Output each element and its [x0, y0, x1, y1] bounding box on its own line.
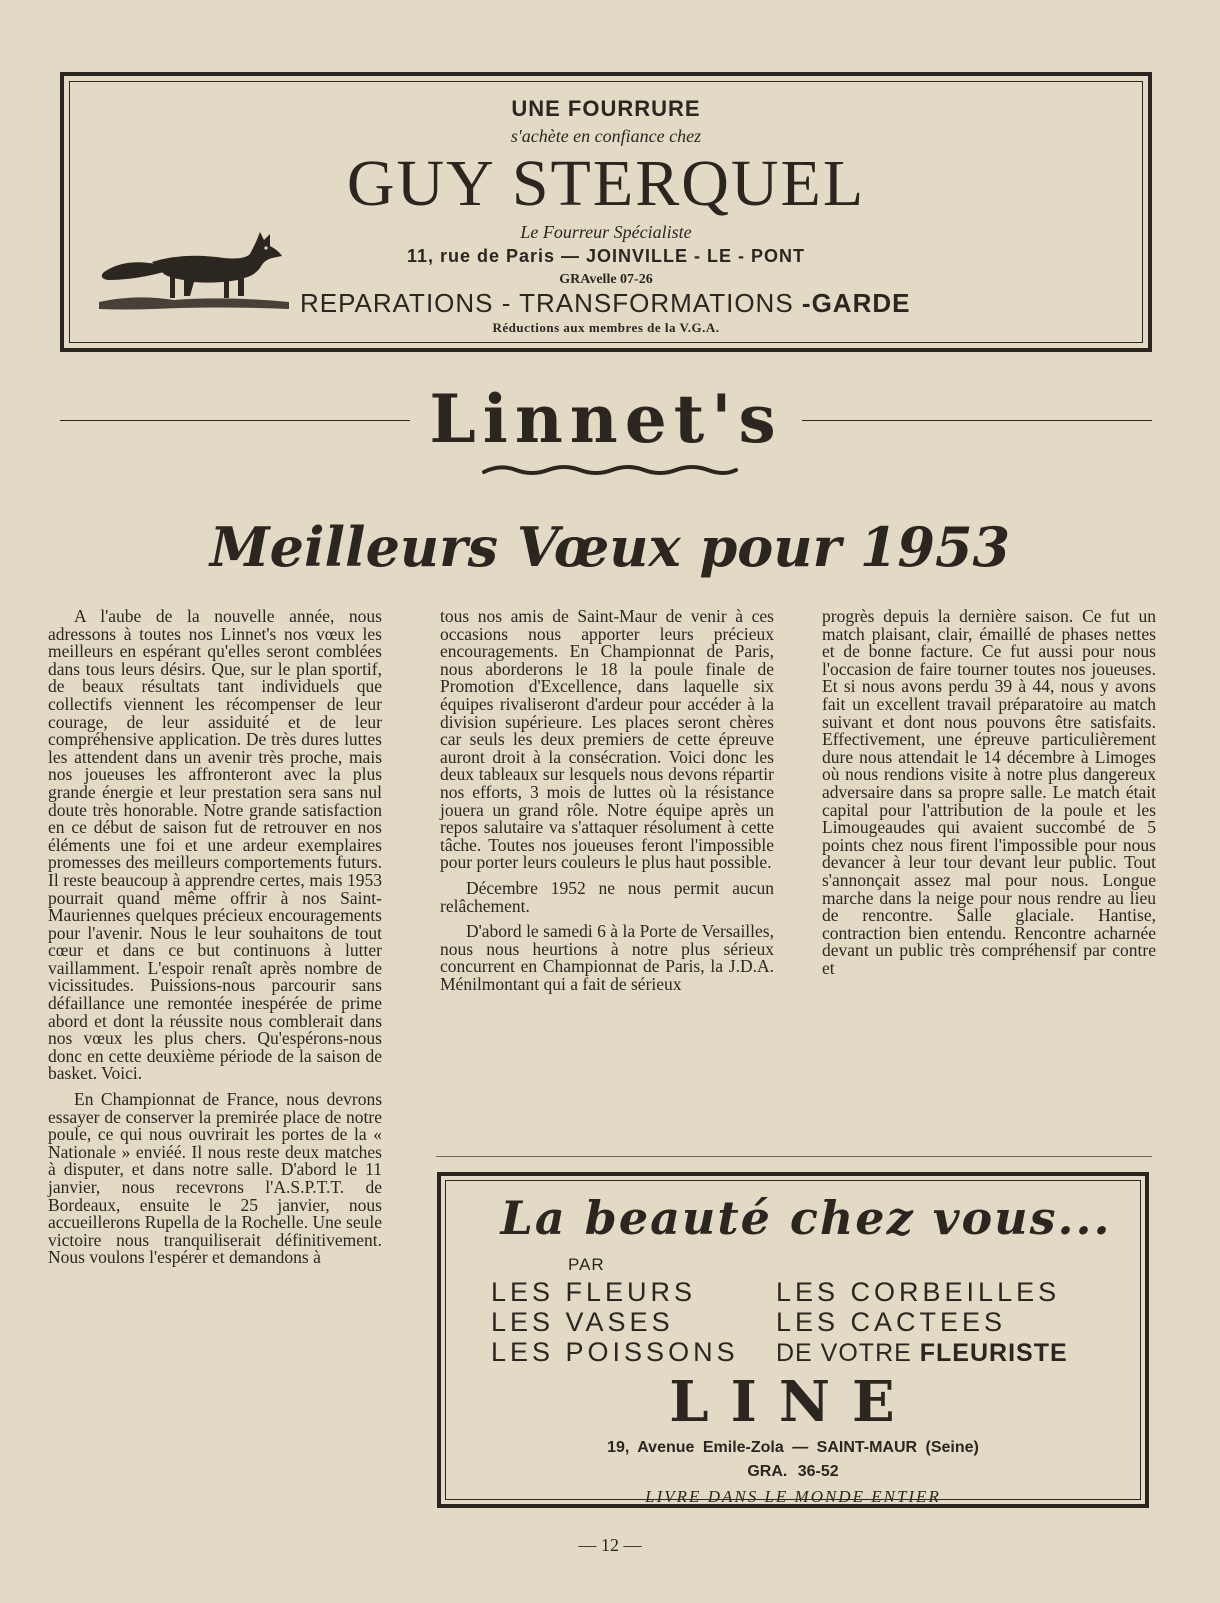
fur-ad-services-garde: -GARDE [801, 288, 911, 318]
article-subtitle: Meilleurs Vœux pour 1953 [209, 515, 1011, 579]
florist-item-fleurs: LES FLEURS [491, 1277, 697, 1307]
fox-illustration-icon [94, 214, 294, 314]
article-title-row [60, 380, 1152, 460]
florist-item-poissons: LES POISSONS [491, 1337, 739, 1367]
florist-votre-text: DE VOTRE [776, 1339, 912, 1367]
col1-paragraph-2: En Championnat de France, nous devrons essayer de conserver la premirée place de notre poule, ce qui nous ouvrirait les portes de la « Nationale » enviéé. Il nous reste deux matches à disputer, et dans notre salle. D'abord le 11 janvier, nous recevrons l'A.S.P.T.T. de Bordeaux, ensuite le 25 janvier, nous accueillerons Rupella de la Rochelle. Une seule victoire nous tranquiliserait définitivement. Nous voulons l'espérer et demandons à [48, 1089, 382, 1268]
article-column-1 [48, 608, 382, 1267]
fur-ad-address: 11, rue de Paris — JOINVILLE - LE - PONT [406, 246, 806, 266]
title-flourish [480, 460, 740, 480]
col2-paragraph-1: tous nos amis de Saint-Maur de venir à ces occasions nous apporter leurs précieux encouragements. En Championnat de Paris, nous aborderons le 18 la poule finale de Promotion d'Excellence, dans laquelle six équipes rivaliseront d'ardeur pour accéder à la division supérieure. Les places seront chères car seuls les deux premiers de cette épreuve auront droit à la consécration. Voici donc les deux tableaux sur lesquels nous devons répartir nos efforts, 3 mois de luttes où la résistance jouera un grand rôle. Notre équipe après un repos salutaire va s'attaquer résolument à cette tâche. Toutes nos joueuses feront l'impossible pour porter leurs couleurs le plus haut possible. [440, 606, 774, 873]
fur-advertisement [60, 72, 1152, 352]
florist-ad-par: PAR [568, 1255, 605, 1274]
fur-ad-services [300, 288, 910, 319]
florist-ad-address: 19, Avenue Emile-Zola — SAINT-MAUR (Seine) [607, 1439, 979, 1456]
florist-ad-name: LINE [669, 1369, 917, 1435]
fur-ad-inner-border [69, 81, 1143, 343]
florist-ad-delivery: LIVRE DANS LE MONDE ENTIER [645, 1487, 941, 1506]
florist-item-corbeilles: LES CORBEILLES [776, 1277, 1061, 1307]
florist-item-vases: LES VASES [491, 1307, 674, 1337]
fur-ad-subline: s'achète en confiance chez [510, 126, 702, 146]
fur-ad-headline: UNE FOURRURE [511, 96, 701, 121]
florist-ad-headline: La beauté chez vous... [500, 1191, 1112, 1245]
florist-ad-phone: GRA. 36-52 [747, 1463, 839, 1480]
fur-ad-specialty: Le Fourreur Spécialiste [520, 222, 692, 242]
fur-ad-services-text: REPARATIONS - TRANSFORMATIONS [300, 288, 794, 318]
article-column-3 [822, 608, 1156, 977]
column-separator-rule [436, 1156, 1152, 1157]
florist-item-votre-fleuriste [776, 1339, 1068, 1368]
fur-ad-phone: GRAvelle 07-26 [559, 272, 653, 287]
florist-fleuriste-text: FLEURISTE [919, 1339, 1068, 1367]
col3-paragraph-1: progrès depuis la dernière saison. Ce fut un match plaisant, clair, émaillé de phases nettes et de bonne facture. Ce fut aussi pour nous l'occasion de faire tourner toutes nos joueuses. Et si nous avons perdu 39 à 44, nous y avons fait un excellent travail préparatoire au match suivant et dont nous pouvons être satisfaits. Effectivement, une épreuve particulièrement dure nous attendait le 14 décembre à Limoges où nous rendions visite à notre plus dangereux adversaire dans sa propre salle. Le match était capital pour l'attribution de la poule et les Limougeaudes qui avaient succombé de 5 points chez nous firent l'impossible pour nous devancer à leur tour devant leur public. Tout s'annonçait assez mal pour nous. Longue marche dans la neige pour nous rendre au lieu de rencontre. Salle glaciale. Hantise, contraction bien entendu. Rencontre acharnée devant un public très compréhensif par contre et [822, 606, 1156, 978]
col1-paragraph-1: A l'aube de la nouvelle année, nous adressons à toutes nos Linnet's nos vœux les meilleurs en espérant qu'elles seront comblées dans tous leurs désirs. Que, sur le plan sportif, de beaux résultats tant individuels que collectifs viennent les récompenser de leur courage, de leur assiduité et de leur compréhensive application. De très dures luttes les attendent dans un avenir très proche, mais nos joueuses les affronteront avec la plus grande énergie et leur prestation sera sans nul doute très honorable. Notre grande satisfaction en ce début de saison fut de retrouver en nos éléments une foi et une ardeur exemplaires promesses des meilleurs comportements futurs. Il reste beaucoup à apprendre certes, mais 1953 pourrait quand même offrir à nos Saint-Mauriennes quelques précieux encouragements pour l'avenir. Nous le leur souhaitons de tout cœur et dans ce but continuons à lutter vaillamment. L'espoir renaît après nombre de vicissitudes. Puissions-nous parcourir sans défaillance une remontée inespérée de prime abord et dont la réussite nous comblerait dans nos vœux les plus chers. Qu'espérons-nous donc en cette deuxième période de la saison de basket. Voici. [48, 606, 382, 1084]
fur-ad-reduction: Réductions aux membres de la V.G.A. [492, 320, 720, 335]
florist-item-cactees: LES CACTEES [776, 1307, 1007, 1337]
florist-ad-inner-border [445, 1180, 1141, 1506]
florist-advertisement [437, 1172, 1149, 1508]
col2-paragraph-2: Décembre 1952 ne nous permit aucun relâchement. [440, 877, 774, 916]
fur-ad-name: GUY STERQUEL [346, 147, 866, 220]
article-column-2 [440, 608, 774, 993]
page-number: — 12 — [578, 1535, 642, 1555]
col2-paragraph-3: D'abord le samedi 6 à la Porte de Versailles, nous nous heurtions à notre plus sérieux concurrent en Championnat de Paris, la J.D.A. Ménilmontant qui a fait de sérieux [440, 921, 774, 994]
article-title: Linnet's [429, 380, 783, 458]
